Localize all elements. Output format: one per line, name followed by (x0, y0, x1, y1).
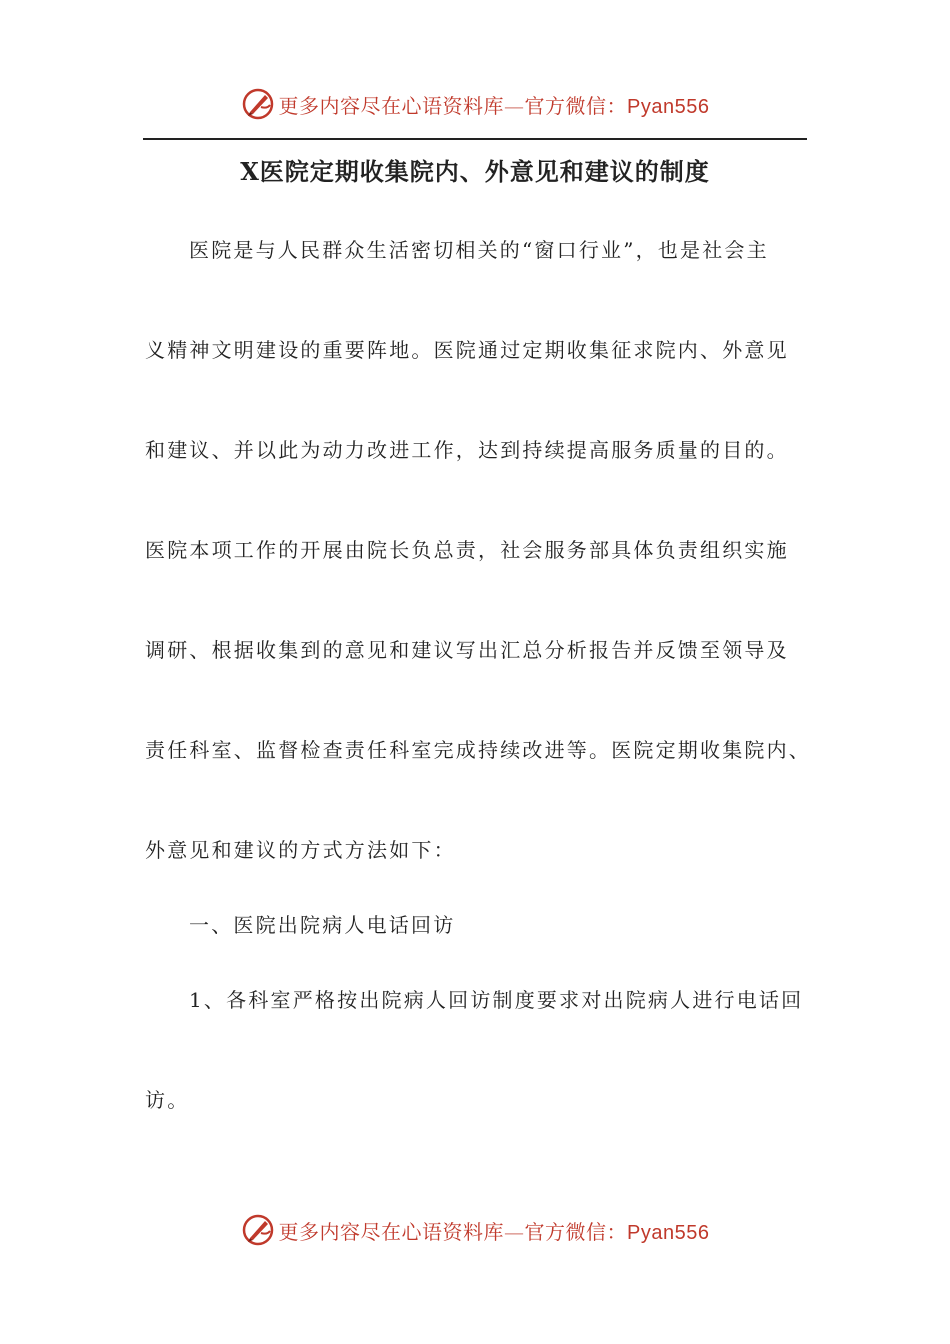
document-body (145, 225, 809, 1175)
footer-banner-wechat-id: Pyan556 (627, 1221, 710, 1244)
body-line: 责任科室、监督检查责任科室完成持续改进等。医院定期收集院内、 (145, 738, 811, 762)
document-title: X医院定期收集院内、外意见和建议的制度 (240, 157, 710, 186)
body-line: 和建议、并以此为动力改进工作，达到持续提高服务质量的目的。 (145, 438, 789, 462)
header-banner-text (279, 90, 710, 119)
footer-banner-text (279, 1216, 710, 1245)
header-banner-title: 更多内容尽在心语资料库 (278, 93, 505, 118)
section-heading: 一、医院出院病人电话回访 (189, 913, 456, 937)
body-line: 医院是与人民群众生活密切相关的“窗口行业”，也是社会主 (189, 238, 769, 262)
footer-banner (0, 1210, 950, 1250)
body-line: 外意见和建议的方式方法如下： (145, 838, 456, 862)
body-line: 1、各科室严格按出院病人回访制度要求对出院病人进行电话回 (189, 988, 804, 1012)
body-line: 调研、根据收集到的意见和建议写出汇总分析报告并反馈至领导及 (145, 638, 789, 662)
body-line: 医院本项工作的开展由院长负总责，社会服务部具体负责组织实施 (145, 538, 789, 562)
header-banner-dash: — (504, 93, 525, 118)
footer-banner-title: 更多内容尽在心语资料库 (278, 1219, 505, 1244)
pen-logo-icon (241, 1213, 275, 1247)
pen-logo-icon (241, 87, 275, 121)
footer-banner-wechat-label: 官方微信： (524, 1219, 628, 1244)
body-line: 访。 (145, 1088, 190, 1112)
body-line: 义精神文明建设的重要阵地。医院通过定期收集征求院内、外意见 (145, 338, 789, 362)
footer-banner-dash: — (504, 1219, 525, 1244)
header-banner-wechat-label: 官方微信： (524, 93, 628, 118)
header-divider (143, 138, 807, 140)
header-banner (0, 84, 950, 124)
header-banner-wechat-id: Pyan556 (627, 95, 710, 118)
